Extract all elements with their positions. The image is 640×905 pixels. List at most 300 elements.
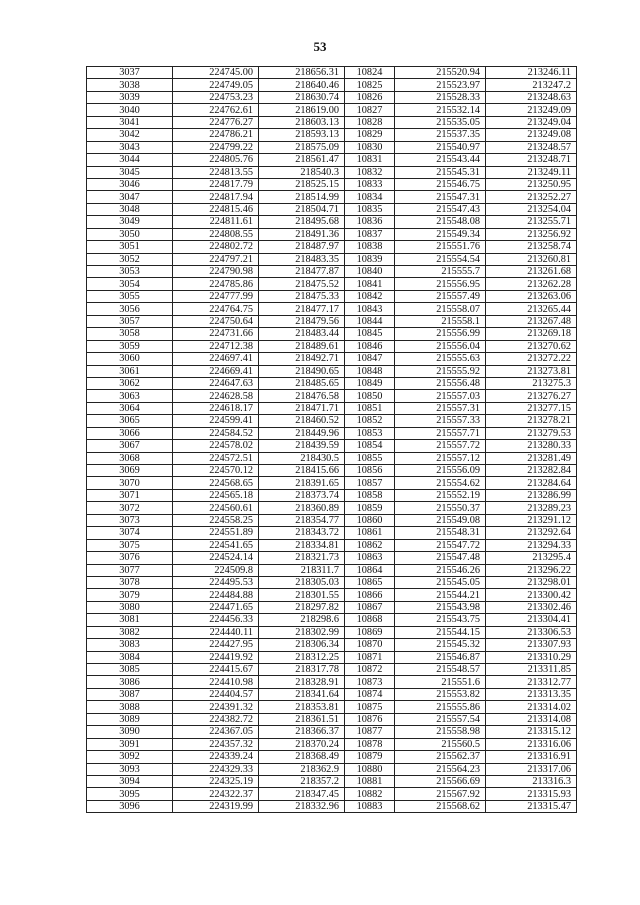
x-coord-b-cell: 215532.14 — [395, 104, 486, 116]
y-coord-a-cell: 218475.52 — [259, 278, 345, 290]
point-id-b-cell: 10860 — [345, 514, 395, 526]
table-row — [87, 91, 577, 103]
x-coord-a-cell: 224419.92 — [173, 651, 259, 663]
table-row — [87, 676, 577, 688]
table-row — [87, 639, 577, 651]
table-row — [87, 775, 577, 787]
point-id-b-cell: 10851 — [345, 402, 395, 414]
x-coord-a-cell: 224578.02 — [173, 440, 259, 452]
y-coord-a-cell: 218475.33 — [259, 290, 345, 302]
point-id-b-cell: 10835 — [345, 203, 395, 215]
point-id-b-cell: 10830 — [345, 141, 395, 153]
y-coord-a-cell: 218347.45 — [259, 788, 345, 800]
y-coord-b-cell: 213256.92 — [486, 228, 577, 240]
point-id-b-cell: 10867 — [345, 601, 395, 613]
x-coord-b-cell: 215547.43 — [395, 203, 486, 215]
point-id-a-cell: 3066 — [87, 427, 173, 439]
table-row — [87, 191, 577, 203]
table-row — [87, 489, 577, 501]
y-coord-a-cell: 218490.65 — [259, 365, 345, 377]
y-coord-b-cell: 213276.27 — [486, 390, 577, 402]
x-coord-b-cell: 215556.04 — [395, 340, 486, 352]
point-id-b-cell: 10831 — [345, 154, 395, 166]
y-coord-a-cell: 218476.58 — [259, 390, 345, 402]
point-id-a-cell: 3068 — [87, 452, 173, 464]
x-coord-b-cell: 215557.49 — [395, 290, 486, 302]
y-coord-b-cell: 213313.35 — [486, 688, 577, 700]
x-coord-b-cell: 215567.92 — [395, 788, 486, 800]
y-coord-a-cell: 218368.49 — [259, 751, 345, 763]
x-coord-a-cell: 224484.88 — [173, 589, 259, 601]
y-coord-b-cell: 213315.12 — [486, 726, 577, 738]
x-coord-b-cell: 215520.94 — [395, 67, 486, 79]
point-id-a-cell: 3075 — [87, 539, 173, 551]
x-coord-b-cell: 215555.92 — [395, 365, 486, 377]
point-id-b-cell: 10854 — [345, 440, 395, 452]
table-row — [87, 713, 577, 725]
x-coord-a-cell: 224329.33 — [173, 763, 259, 775]
x-coord-a-cell: 224790.98 — [173, 266, 259, 278]
table-row — [87, 514, 577, 526]
x-coord-b-cell: 215535.05 — [395, 116, 486, 128]
point-id-b-cell: 10881 — [345, 775, 395, 787]
x-coord-a-cell: 224762.61 — [173, 104, 259, 116]
x-coord-b-cell: 215546.75 — [395, 178, 486, 190]
point-id-b-cell: 10834 — [345, 191, 395, 203]
y-coord-b-cell: 213294.33 — [486, 539, 577, 551]
point-id-a-cell: 3049 — [87, 216, 173, 228]
y-coord-b-cell: 213277.15 — [486, 402, 577, 414]
point-id-a-cell: 3096 — [87, 800, 173, 812]
point-id-a-cell: 3079 — [87, 589, 173, 601]
point-id-b-cell: 10883 — [345, 800, 395, 812]
x-coord-a-cell: 224618.17 — [173, 402, 259, 414]
table-row — [87, 116, 577, 128]
table-row — [87, 178, 577, 190]
x-coord-a-cell: 224797.21 — [173, 253, 259, 265]
y-coord-b-cell: 213302.46 — [486, 601, 577, 613]
table-row — [87, 465, 577, 477]
point-id-a-cell: 3077 — [87, 564, 173, 576]
y-coord-a-cell: 218477.87 — [259, 266, 345, 278]
x-coord-a-cell: 224776.27 — [173, 116, 259, 128]
y-coord-a-cell: 218305.03 — [259, 576, 345, 588]
x-coord-a-cell: 224815.46 — [173, 203, 259, 215]
y-coord-a-cell: 218640.46 — [259, 79, 345, 91]
table-row — [87, 688, 577, 700]
y-coord-a-cell: 218343.72 — [259, 527, 345, 539]
point-id-a-cell: 3088 — [87, 701, 173, 713]
x-coord-b-cell: 215551.6 — [395, 676, 486, 688]
point-id-b-cell: 10824 — [345, 67, 395, 79]
point-id-a-cell: 3084 — [87, 651, 173, 663]
y-coord-b-cell: 213311.85 — [486, 664, 577, 676]
y-coord-a-cell: 218487.97 — [259, 241, 345, 253]
table-row — [87, 427, 577, 439]
y-coord-a-cell: 218460.52 — [259, 415, 345, 427]
y-coord-a-cell: 218491.36 — [259, 228, 345, 240]
point-id-b-cell: 10838 — [345, 241, 395, 253]
x-coord-b-cell: 215547.31 — [395, 191, 486, 203]
y-coord-b-cell: 213317.06 — [486, 763, 577, 775]
x-coord-b-cell: 215549.34 — [395, 228, 486, 240]
x-coord-a-cell: 224669.41 — [173, 365, 259, 377]
y-coord-b-cell: 213262.28 — [486, 278, 577, 290]
y-coord-a-cell: 218504.71 — [259, 203, 345, 215]
point-id-b-cell: 10879 — [345, 751, 395, 763]
x-coord-a-cell: 224367.05 — [173, 726, 259, 738]
y-coord-a-cell: 218593.13 — [259, 129, 345, 141]
point-id-a-cell: 3046 — [87, 178, 173, 190]
point-id-b-cell: 10859 — [345, 502, 395, 514]
point-id-a-cell: 3092 — [87, 751, 173, 763]
y-coord-a-cell: 218317.78 — [259, 664, 345, 676]
table-row — [87, 415, 577, 427]
x-coord-a-cell: 224572.51 — [173, 452, 259, 464]
y-coord-a-cell: 218302.99 — [259, 626, 345, 638]
point-id-a-cell: 3043 — [87, 141, 173, 153]
x-coord-a-cell: 224697.41 — [173, 353, 259, 365]
point-id-b-cell: 10877 — [345, 726, 395, 738]
point-id-b-cell: 10869 — [345, 626, 395, 638]
x-coord-b-cell: 215550.37 — [395, 502, 486, 514]
y-coord-b-cell: 213249.09 — [486, 104, 577, 116]
point-id-a-cell: 3082 — [87, 626, 173, 638]
x-coord-a-cell: 224357.32 — [173, 738, 259, 750]
y-coord-a-cell: 218449.96 — [259, 427, 345, 439]
point-id-a-cell: 3037 — [87, 67, 173, 79]
x-coord-b-cell: 215544.21 — [395, 589, 486, 601]
x-coord-a-cell: 224749.05 — [173, 79, 259, 91]
point-id-b-cell: 10862 — [345, 539, 395, 551]
table-row — [87, 141, 577, 153]
y-coord-a-cell: 218353.81 — [259, 701, 345, 713]
point-id-a-cell: 3058 — [87, 328, 173, 340]
table-row — [87, 315, 577, 327]
y-coord-b-cell: 213286.99 — [486, 489, 577, 501]
y-coord-a-cell: 218312.25 — [259, 651, 345, 663]
point-id-b-cell: 10829 — [345, 129, 395, 141]
x-coord-b-cell: 215560.5 — [395, 738, 486, 750]
point-id-b-cell: 10850 — [345, 390, 395, 402]
table-row — [87, 328, 577, 340]
y-coord-a-cell: 218471.71 — [259, 402, 345, 414]
y-coord-b-cell: 213310.29 — [486, 651, 577, 663]
point-id-a-cell: 3072 — [87, 502, 173, 514]
x-coord-b-cell: 215555.7 — [395, 266, 486, 278]
table-row — [87, 614, 577, 626]
point-id-a-cell: 3064 — [87, 402, 173, 414]
y-coord-b-cell: 213284.64 — [486, 477, 577, 489]
point-id-b-cell: 10874 — [345, 688, 395, 700]
x-coord-a-cell: 224785.86 — [173, 278, 259, 290]
x-coord-a-cell: 224808.55 — [173, 228, 259, 240]
x-coord-b-cell: 215528.33 — [395, 91, 486, 103]
point-id-b-cell: 10837 — [345, 228, 395, 240]
y-coord-b-cell: 213307.93 — [486, 639, 577, 651]
table-row — [87, 290, 577, 302]
point-id-a-cell: 3054 — [87, 278, 173, 290]
y-coord-a-cell: 218332.96 — [259, 800, 345, 812]
x-coord-b-cell: 215555.63 — [395, 353, 486, 365]
y-coord-b-cell: 213275.3 — [486, 377, 577, 389]
x-coord-a-cell: 224753.23 — [173, 91, 259, 103]
y-coord-b-cell: 213316.3 — [486, 775, 577, 787]
y-coord-b-cell: 213280.33 — [486, 440, 577, 452]
point-id-a-cell: 3083 — [87, 639, 173, 651]
x-coord-a-cell: 224813.55 — [173, 166, 259, 178]
y-coord-a-cell: 218492.71 — [259, 353, 345, 365]
y-coord-b-cell: 213316.91 — [486, 751, 577, 763]
x-coord-b-cell: 215554.62 — [395, 477, 486, 489]
y-coord-a-cell: 218540.3 — [259, 166, 345, 178]
point-id-a-cell: 3080 — [87, 601, 173, 613]
point-id-a-cell: 3063 — [87, 390, 173, 402]
point-id-b-cell: 10853 — [345, 427, 395, 439]
x-coord-a-cell: 224404.57 — [173, 688, 259, 700]
x-coord-a-cell: 224391.32 — [173, 701, 259, 713]
coordinates-table-body — [87, 67, 577, 813]
y-coord-b-cell: 213314.02 — [486, 701, 577, 713]
x-coord-a-cell: 224551.89 — [173, 527, 259, 539]
table-row — [87, 763, 577, 775]
point-id-b-cell: 10828 — [345, 116, 395, 128]
y-coord-b-cell: 213254.04 — [486, 203, 577, 215]
y-coord-b-cell: 213289.23 — [486, 502, 577, 514]
point-id-a-cell: 3094 — [87, 775, 173, 787]
y-coord-a-cell: 218525.15 — [259, 178, 345, 190]
y-coord-b-cell: 213249.04 — [486, 116, 577, 128]
table-row — [87, 527, 577, 539]
x-coord-b-cell: 215547.48 — [395, 552, 486, 564]
x-coord-a-cell: 224319.99 — [173, 800, 259, 812]
x-coord-b-cell: 215545.31 — [395, 166, 486, 178]
y-coord-a-cell: 218328.91 — [259, 676, 345, 688]
table-row — [87, 626, 577, 638]
y-coord-b-cell: 213300.42 — [486, 589, 577, 601]
point-id-a-cell: 3095 — [87, 788, 173, 800]
point-id-b-cell: 10832 — [345, 166, 395, 178]
point-id-a-cell: 3087 — [87, 688, 173, 700]
y-coord-a-cell: 218561.47 — [259, 154, 345, 166]
point-id-a-cell: 3089 — [87, 713, 173, 725]
point-id-a-cell: 3085 — [87, 664, 173, 676]
x-coord-a-cell: 224339.24 — [173, 751, 259, 763]
point-id-b-cell: 10848 — [345, 365, 395, 377]
x-coord-b-cell: 215564.23 — [395, 763, 486, 775]
x-coord-b-cell: 215546.87 — [395, 651, 486, 663]
y-coord-b-cell: 213304.41 — [486, 614, 577, 626]
point-id-b-cell: 10849 — [345, 377, 395, 389]
y-coord-a-cell: 218479.56 — [259, 315, 345, 327]
y-coord-a-cell: 218495.68 — [259, 216, 345, 228]
table-row — [87, 390, 577, 402]
point-id-b-cell: 10870 — [345, 639, 395, 651]
point-id-b-cell: 10863 — [345, 552, 395, 564]
x-coord-b-cell: 215556.09 — [395, 465, 486, 477]
x-coord-a-cell: 224495.53 — [173, 576, 259, 588]
y-coord-a-cell: 218485.65 — [259, 377, 345, 389]
x-coord-b-cell: 215547.72 — [395, 539, 486, 551]
table-row — [87, 216, 577, 228]
x-coord-a-cell: 224805.76 — [173, 154, 259, 166]
x-coord-b-cell: 215557.72 — [395, 440, 486, 452]
y-coord-b-cell: 213248.63 — [486, 91, 577, 103]
y-coord-a-cell: 218630.74 — [259, 91, 345, 103]
x-coord-b-cell: 215548.31 — [395, 527, 486, 539]
x-coord-b-cell: 215540.97 — [395, 141, 486, 153]
x-coord-a-cell: 224415.67 — [173, 664, 259, 676]
x-coord-b-cell: 215548.57 — [395, 664, 486, 676]
page-number: 53 — [313, 39, 327, 54]
x-coord-a-cell: 224811.61 — [173, 216, 259, 228]
x-coord-a-cell: 224731.66 — [173, 328, 259, 340]
x-coord-a-cell: 224802.72 — [173, 241, 259, 253]
y-coord-a-cell: 218298.6 — [259, 614, 345, 626]
point-id-a-cell: 3044 — [87, 154, 173, 166]
y-coord-a-cell: 218301.55 — [259, 589, 345, 601]
point-id-a-cell: 3067 — [87, 440, 173, 452]
x-coord-b-cell: 215557.54 — [395, 713, 486, 725]
point-id-a-cell: 3093 — [87, 763, 173, 775]
x-coord-a-cell: 224560.61 — [173, 502, 259, 514]
table-row — [87, 79, 577, 91]
point-id-a-cell: 3069 — [87, 465, 173, 477]
point-id-a-cell: 3090 — [87, 726, 173, 738]
table-row — [87, 377, 577, 389]
point-id-a-cell: 3061 — [87, 365, 173, 377]
table-row — [87, 129, 577, 141]
y-coord-a-cell: 218366.37 — [259, 726, 345, 738]
x-coord-b-cell: 215556.99 — [395, 328, 486, 340]
y-coord-a-cell: 218373.74 — [259, 489, 345, 501]
point-id-a-cell: 3051 — [87, 241, 173, 253]
point-id-a-cell: 3057 — [87, 315, 173, 327]
x-coord-a-cell: 224325.19 — [173, 775, 259, 787]
y-coord-a-cell: 218321.73 — [259, 552, 345, 564]
point-id-b-cell: 10878 — [345, 738, 395, 750]
point-id-a-cell: 3048 — [87, 203, 173, 215]
point-id-a-cell: 3055 — [87, 290, 173, 302]
point-id-b-cell: 10840 — [345, 266, 395, 278]
table-row — [87, 701, 577, 713]
point-id-b-cell: 10873 — [345, 676, 395, 688]
x-coord-b-cell: 215552.19 — [395, 489, 486, 501]
point-id-a-cell: 3076 — [87, 552, 173, 564]
y-coord-a-cell: 218354.77 — [259, 514, 345, 526]
y-coord-b-cell: 213272.22 — [486, 353, 577, 365]
y-coord-b-cell: 213248.57 — [486, 141, 577, 153]
y-coord-a-cell: 218391.65 — [259, 477, 345, 489]
x-coord-b-cell: 215553.82 — [395, 688, 486, 700]
table-row — [87, 751, 577, 763]
y-coord-b-cell: 213278.21 — [486, 415, 577, 427]
point-id-b-cell: 10871 — [345, 651, 395, 663]
y-coord-b-cell: 213270.62 — [486, 340, 577, 352]
point-id-b-cell: 10833 — [345, 178, 395, 190]
x-coord-a-cell: 224322.37 — [173, 788, 259, 800]
y-coord-a-cell: 218483.44 — [259, 328, 345, 340]
point-id-b-cell: 10864 — [345, 564, 395, 576]
x-coord-b-cell: 215543.75 — [395, 614, 486, 626]
point-id-a-cell: 3074 — [87, 527, 173, 539]
point-id-b-cell: 10875 — [345, 701, 395, 713]
table-row — [87, 502, 577, 514]
x-coord-b-cell: 215557.31 — [395, 402, 486, 414]
table-row — [87, 564, 577, 576]
x-coord-a-cell: 224471.65 — [173, 601, 259, 613]
x-coord-b-cell: 215558.98 — [395, 726, 486, 738]
point-id-a-cell: 3065 — [87, 415, 173, 427]
x-coord-b-cell: 215558.07 — [395, 303, 486, 315]
x-coord-b-cell: 215556.48 — [395, 377, 486, 389]
table-row — [87, 241, 577, 253]
y-coord-a-cell: 218360.89 — [259, 502, 345, 514]
x-coord-a-cell: 224745.00 — [173, 67, 259, 79]
y-coord-a-cell: 218362.9 — [259, 763, 345, 775]
x-coord-a-cell: 224786.21 — [173, 129, 259, 141]
y-coord-b-cell: 213314.08 — [486, 713, 577, 725]
y-coord-a-cell: 218311.7 — [259, 564, 345, 576]
x-coord-b-cell: 215554.54 — [395, 253, 486, 265]
point-id-a-cell: 3050 — [87, 228, 173, 240]
point-id-a-cell: 3038 — [87, 79, 173, 91]
y-coord-b-cell: 213282.84 — [486, 465, 577, 477]
point-id-b-cell: 10872 — [345, 664, 395, 676]
y-coord-b-cell: 213263.06 — [486, 290, 577, 302]
x-coord-a-cell: 224524.14 — [173, 552, 259, 564]
point-id-b-cell: 10827 — [345, 104, 395, 116]
x-coord-b-cell: 215555.86 — [395, 701, 486, 713]
y-coord-b-cell: 213296.22 — [486, 564, 577, 576]
x-coord-a-cell: 224750.64 — [173, 315, 259, 327]
table-row — [87, 726, 577, 738]
y-coord-b-cell: 213246.11 — [486, 67, 577, 79]
y-coord-b-cell: 213279.53 — [486, 427, 577, 439]
x-coord-b-cell: 215545.05 — [395, 576, 486, 588]
x-coord-a-cell: 224599.41 — [173, 415, 259, 427]
x-coord-a-cell: 224568.65 — [173, 477, 259, 489]
point-id-a-cell: 3091 — [87, 738, 173, 750]
x-coord-a-cell: 224427.95 — [173, 639, 259, 651]
y-coord-b-cell: 213312.77 — [486, 676, 577, 688]
x-coord-b-cell: 215556.95 — [395, 278, 486, 290]
point-id-b-cell: 10843 — [345, 303, 395, 315]
y-coord-b-cell: 213261.68 — [486, 266, 577, 278]
point-id-b-cell: 10857 — [345, 477, 395, 489]
point-id-a-cell: 3059 — [87, 340, 173, 352]
table-row — [87, 800, 577, 812]
x-coord-b-cell: 215558.1 — [395, 315, 486, 327]
point-id-b-cell: 10876 — [345, 713, 395, 725]
table-row — [87, 67, 577, 79]
point-id-a-cell: 3073 — [87, 514, 173, 526]
table-row — [87, 166, 577, 178]
y-coord-a-cell: 218483.35 — [259, 253, 345, 265]
table-row — [87, 228, 577, 240]
x-coord-a-cell: 224410.98 — [173, 676, 259, 688]
x-coord-b-cell: 215546.26 — [395, 564, 486, 576]
point-id-a-cell: 3047 — [87, 191, 173, 203]
point-id-b-cell: 10852 — [345, 415, 395, 427]
table-row — [87, 365, 577, 377]
point-id-a-cell: 3041 — [87, 116, 173, 128]
table-row — [87, 340, 577, 352]
x-coord-a-cell: 224712.38 — [173, 340, 259, 352]
point-id-b-cell: 10880 — [345, 763, 395, 775]
x-coord-b-cell: 215557.71 — [395, 427, 486, 439]
y-coord-a-cell: 218341.64 — [259, 688, 345, 700]
